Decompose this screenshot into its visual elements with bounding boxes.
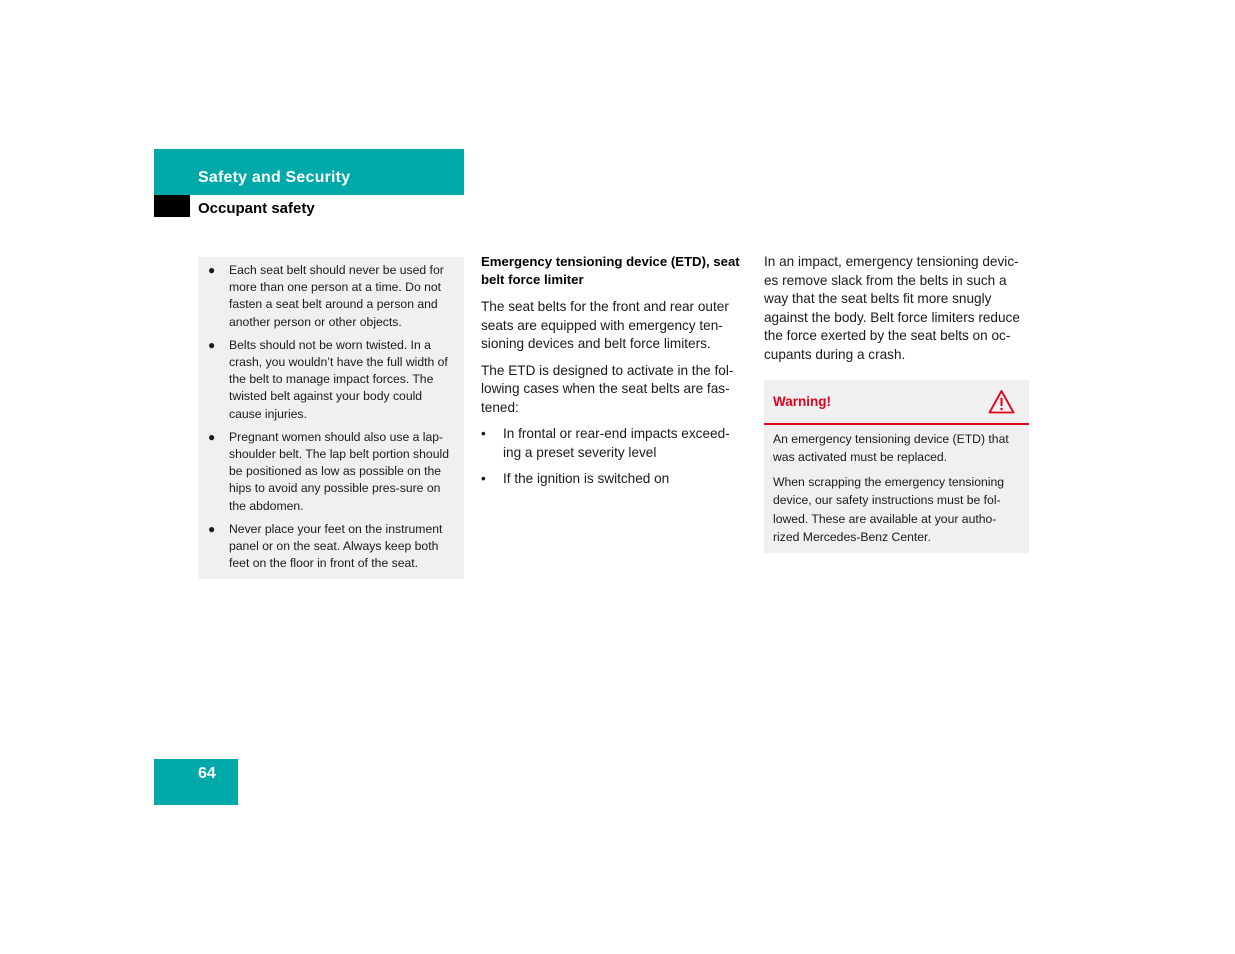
bullet-icon: ● <box>208 263 216 277</box>
etd-heading: Emergency tensioning device (ETD), seat belt force limiter <box>481 254 740 287</box>
bullet-icon: ● <box>208 429 216 444</box>
list-item: • In frontal or rear-end impacts exceed-ing a preset severity level <box>481 426 730 460</box>
etd-cases-list <box>481 425 746 489</box>
bullet-icon: • <box>481 426 486 441</box>
page-number: 64 <box>198 765 216 782</box>
etd-paragraph: The seat belts for the front and rear outer seats are equipped with emergency ten-sioning devices and belt force limiters. <box>481 299 729 351</box>
impact-column <box>764 253 1032 372</box>
list-item: ● Belts should not be worn twisted. In a crash, you wouldn’t have the full width of the belt to manage impact forces. The twisted belt against your body could cause injuries. <box>208 337 448 421</box>
section-marker <box>154 195 190 217</box>
warning-text: An emergency tensioning device (ETD) that was activated must be replaced. <box>773 432 1009 465</box>
warning-body <box>764 425 1029 546</box>
list-item: ● Pregnant women should also use a lap-shoulder belt. The lap belt portion should be positioned as low as possible on the hips to avoid any possible pres-sure on the abdomen. <box>208 429 449 513</box>
safety-tips-list <box>208 262 452 572</box>
list-item: ● Never place your feet on the instrument panel or on the seat. Always keep both feet on the floor in front of the seat. <box>208 521 443 571</box>
chapter-title: Safety and Security <box>198 169 351 186</box>
impact-paragraph: In an impact, emergency tensioning devic-es remove slack from the belts in such a way that the seat belts fit more snugly against the body. Belt force limiters reduce the force exerted by the seat belts on oc-cupants during a crash. <box>764 254 1020 362</box>
warning-label: Warning! <box>773 394 831 409</box>
list-item: • If the ignition is switched on <box>481 470 746 489</box>
page-number-box <box>154 759 238 805</box>
warning-box <box>764 380 1029 553</box>
warning-header <box>764 380 1029 425</box>
warning-triangle-icon <box>988 389 1015 414</box>
bullet-icon: ● <box>208 337 216 352</box>
bullet-icon: • <box>481 471 486 486</box>
warning-text: When scrapping the emergency tensioning device, our safety instructions must be fol-lowed. These are available at your autho-rized Mercedes-Benz Center. <box>773 474 1005 545</box>
etd-column <box>481 253 746 497</box>
list-item: ● Each seat belt should never be used for more than one person at a time. Do not fasten a seat belt around a person and another person or other objects. <box>208 263 444 329</box>
bullet-icon: ● <box>208 521 216 536</box>
safety-tips-panel <box>198 257 464 579</box>
etd-activation-paragraph: The ETD is designed to activate in the fol-lowing cases when the seat belts are fas-tened: <box>481 362 734 415</box>
section-title: Occupant safety <box>198 200 315 217</box>
